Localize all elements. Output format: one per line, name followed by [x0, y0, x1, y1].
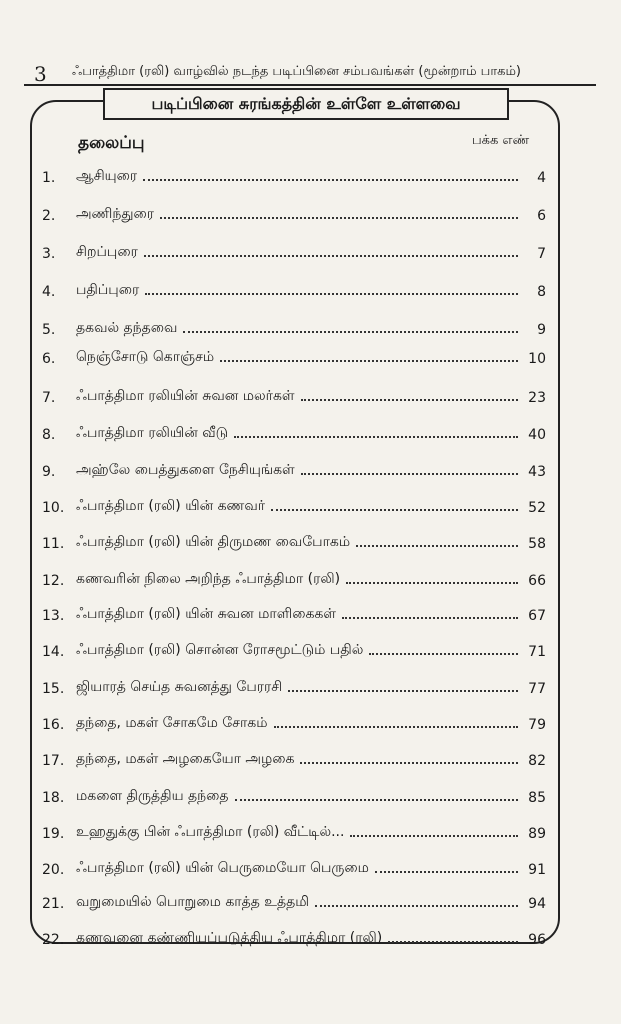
toc-heading: படிப்பினை சுரங்கத்தின் உள்ளே உள்ளவை: [103, 88, 509, 120]
toc-row[interactable]: [42, 417, 546, 443]
toc-row-page: 91: [528, 862, 546, 878]
dot-leader: [145, 293, 518, 295]
toc-row[interactable]: [42, 312, 546, 338]
toc-row-title: மகளை திருத்திய தந்தை: [76, 788, 229, 804]
toc-row-page: 23: [528, 390, 546, 406]
toc-row[interactable]: [42, 852, 546, 878]
column-title-label: தலைப்பு: [78, 133, 145, 153]
dot-leader: [183, 331, 518, 333]
toc-row-title: அஹ்லே பைத்துகளை நேசியுங்கள்: [76, 462, 295, 478]
toc-row[interactable]: [42, 634, 546, 660]
toc-row-number: 20.: [42, 862, 65, 878]
toc-row[interactable]: [42, 743, 546, 769]
dot-leader: [350, 835, 518, 837]
toc-row[interactable]: [42, 490, 546, 516]
toc-row-page: 66: [528, 573, 546, 589]
dot-leader: [301, 473, 518, 475]
toc-row-title: ஃபாத்திமா (ரலி) யின் சுவன மாளிகைகள்: [76, 606, 336, 622]
dot-leader: [342, 617, 518, 619]
toc-row-title: ஃபாத்திமா ரலியின் வீடு: [76, 425, 229, 441]
toc-row-number: 6.: [42, 351, 56, 367]
toc-row-page: 10: [528, 351, 546, 367]
toc-row[interactable]: [42, 454, 546, 480]
toc-row-title: தந்தை, மகள் அழகையோ அழகை: [76, 751, 295, 767]
toc-row-number: 3.: [42, 246, 56, 262]
toc-row-title: பதிப்புரை: [76, 282, 140, 298]
dot-leader: [375, 871, 518, 873]
dot-leader: [388, 941, 518, 943]
dot-leader: [274, 726, 518, 728]
toc-row[interactable]: [42, 780, 546, 806]
toc-row[interactable]: [42, 886, 546, 912]
dot-leader: [301, 399, 518, 401]
toc-row-title: ஜியாரத் செய்த சுவனத்து பேரரசி: [76, 679, 283, 695]
toc-row-number: 11.: [42, 536, 65, 552]
toc-row-number: 1.: [42, 170, 56, 186]
toc-row-number: 22.: [42, 932, 65, 948]
toc-row-page: 89: [528, 826, 546, 842]
dot-leader: [235, 799, 518, 801]
toc-row-page: 58: [528, 536, 546, 552]
dot-leader: [234, 436, 518, 438]
header-rule: [24, 84, 596, 86]
toc-row-number: 16.: [42, 717, 65, 733]
toc-row-title: கணவரின் நிலை அறிந்த ஃபாத்திமா (ரலி): [76, 571, 341, 587]
toc-row-title: ஃபாத்திமா (ரலி) யின் திருமண வைபோகம்: [76, 534, 351, 550]
toc-row-page: 82: [528, 753, 546, 769]
toc-row-number: 8.: [42, 427, 56, 443]
toc-row-page: 52: [528, 500, 546, 516]
toc-row[interactable]: [42, 816, 546, 842]
toc-row-page: 79: [528, 717, 546, 733]
toc-row-title: ஃபாத்திமா (ரலி) சொன்ன ரோசமூட்டும் பதில்: [76, 642, 364, 658]
toc-row-page: 77: [528, 681, 546, 697]
dot-leader: [288, 690, 518, 692]
toc-row-page: 96: [528, 932, 546, 948]
dot-leader: [220, 360, 518, 362]
toc-row-page: 40: [528, 427, 546, 443]
toc-row[interactable]: [42, 236, 546, 262]
dot-leader: [356, 545, 518, 547]
toc-row-page: 6: [537, 208, 546, 224]
running-title: ஃபாத்திமா (ரலி) வாழ்வில் நடந்த படிப்பினை சம்பவங்கள் (மூன்றாம் பாகம்): [72, 64, 521, 79]
toc-row-page: 71: [528, 644, 546, 660]
toc-row-title: ஆசியுரை: [76, 168, 138, 184]
dot-leader: [346, 582, 518, 584]
toc-row-page: 9: [537, 322, 546, 338]
toc-row[interactable]: [42, 671, 546, 697]
toc-row-title: நெஞ்சோடு கொஞ்சம்: [76, 349, 215, 365]
toc-row[interactable]: [42, 341, 546, 367]
toc-row-title: அணிந்துரை: [76, 206, 154, 222]
toc-row-number: 21.: [42, 896, 65, 912]
toc-row-number: 15.: [42, 681, 65, 697]
toc-row-page: 85: [528, 790, 546, 806]
toc-row-number: 13.: [42, 608, 65, 624]
toc-row-number: 7.: [42, 390, 56, 406]
dot-leader: [160, 217, 518, 219]
dot-leader: [315, 905, 518, 907]
toc-row-number: 12.: [42, 573, 65, 589]
dot-leader: [271, 509, 518, 511]
toc-row-page: 67: [528, 608, 546, 624]
toc-row-title: ஃபாத்திமா (ரலி) யின் கணவர்: [76, 498, 266, 514]
toc-row-page: 8: [537, 284, 546, 300]
dot-leader: [144, 255, 518, 257]
toc-row-page: 4: [537, 170, 546, 186]
toc-row[interactable]: [42, 160, 546, 186]
toc-row-title: ஃபாத்திமா ரலியின் சுவன மலர்கள்: [76, 388, 295, 404]
toc-row-number: 4.: [42, 284, 56, 300]
dot-leader: [300, 762, 518, 764]
toc-row-number: 5.: [42, 322, 56, 338]
toc-row-number: 2.: [42, 208, 56, 224]
toc-row-page: 7: [537, 246, 546, 262]
toc-row[interactable]: [42, 526, 546, 552]
toc-row[interactable]: [42, 598, 546, 624]
toc-row-title: கணவனை கண்ணியப்படுத்திய ஃபாத்திமா (ரலி): [76, 930, 383, 946]
toc-row-title: ஃபாத்திமா (ரலி) யின் பெருமையோ பெருமை: [76, 860, 369, 876]
toc-row-title: தகவல் தந்தவை: [76, 320, 178, 336]
toc-row-number: 10.: [42, 500, 65, 516]
toc-row-page: 94: [528, 896, 546, 912]
toc-row-title: தந்தை, மகள் சோகமே சோகம்: [76, 715, 268, 731]
toc-row[interactable]: [42, 707, 546, 733]
toc-row-number: 14.: [42, 644, 65, 660]
column-page-label: பக்க எண்: [472, 133, 530, 148]
toc-row[interactable]: [42, 198, 546, 224]
toc-row[interactable]: [42, 380, 546, 406]
toc-row-title: உஹதுக்கு பின் ஃபாத்திமா (ரலி) வீட்டில்...: [76, 824, 345, 840]
toc-row[interactable]: [42, 274, 546, 300]
dot-leader: [143, 179, 518, 181]
toc-row-number: 19.: [42, 826, 65, 842]
toc-row-number: 9.: [42, 464, 56, 480]
toc-row-page: 43: [528, 464, 546, 480]
toc-row-number: 17.: [42, 753, 65, 769]
toc-row[interactable]: [42, 563, 546, 589]
toc-row-title: வறுமையில் பொறுமை காத்த உத்தமி: [76, 894, 310, 910]
toc-row[interactable]: [42, 922, 546, 948]
page-number: 3: [34, 62, 47, 86]
toc-row-title: சிறப்புரை: [76, 244, 138, 260]
dot-leader: [369, 653, 518, 655]
toc-row-number: 18.: [42, 790, 65, 806]
